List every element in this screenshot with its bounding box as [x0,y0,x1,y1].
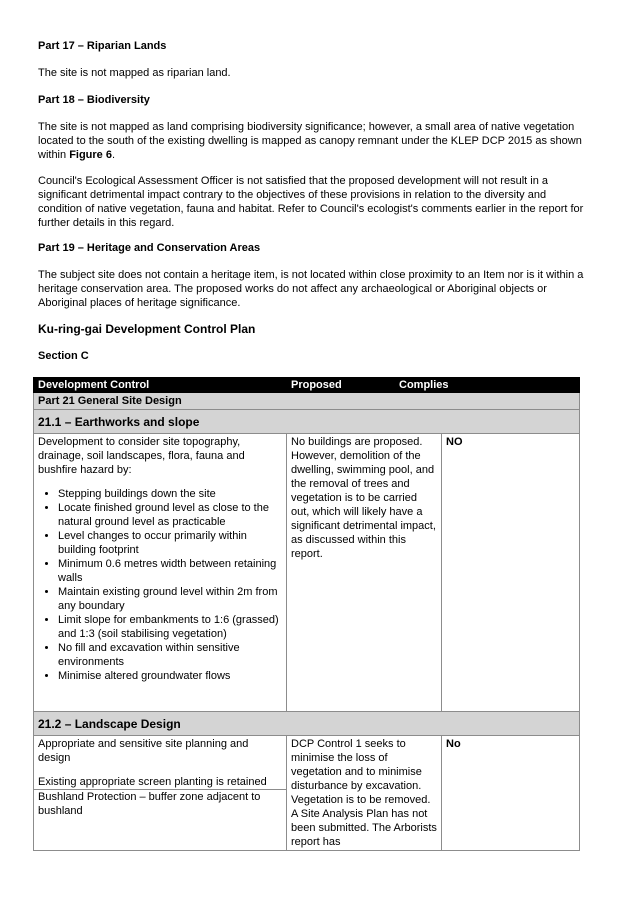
complies-cell-21-1: NO [442,434,580,712]
part18-paragraph-1 [38,120,590,162]
section-row-21-1 [34,410,580,434]
control-text-1: Appropriate and sensitive site planning and design [38,738,249,764]
list-item: • Limit slope for embankments to 1:6 (grassed) and 1:3 (soil stabilising vegetation) [58,613,282,641]
control-cell-21-1 [34,434,287,712]
proposed-cell-21-2: DCP Control 1 seeks to minimise the loss of vegetation and to minimise disturbance by excavation. Vegetation is to be removed. A Site Analysis Plan has not been submitted. The Arborists report has [287,736,442,851]
table-header-row [34,378,580,393]
part17-heading: Part 17 – Riparian Lands [38,40,167,52]
part19-heading: Part 19 – Heritage and Conservation Areas [38,242,261,254]
part-row [34,393,580,410]
control-text-2: Existing appropriate screen planting is retained [38,776,267,788]
section-row-21-2 [34,712,580,736]
section-21-1-title: 21.1 – Earthworks and slope [34,410,580,434]
part21-label: Part 21 General Site Design [34,393,580,410]
list-item: • Maintain existing ground level within 2m from any boundary [58,585,282,613]
part18-paragraph-2: Council's Ecological Assessment Officer is not satisfied that the proposed development will not result in a significant detrimental impact contrary to the objectives of these provisions in relation to the diversity and condition of native vegetation, fauna and habitat. Refer to Council's ecologist's comments earlier in the report for further details in this regard. [38,175,584,229]
dcp-heading: Ku-ring-gai Development Control Plan [38,322,256,336]
section-21-2-title: 21.2 – Landscape Design [34,712,580,736]
part18-heading: Part 18 – Biodiversity [38,94,150,106]
header-complies: Complies [395,378,580,393]
list-item: • Minimise altered groundwater flows [58,669,282,683]
compliance-table [33,377,580,851]
part18-p1-end: . [111,149,116,161]
control-intro: Development to consider site topography, drainage, soil landscapes, flora, fauna and bushfire hazard by: [38,436,245,476]
proposed-cell-21-1: No buildings are proposed. However, demolition of the dwelling, swimming pool, and the removal of trees and vegetation is to be carried out, which will likely have a significant detrimental impact, as discussed within this report. [287,434,442,712]
list-item: • No fill and excavation within sensitive environments [58,641,282,669]
table-row [34,736,580,851]
list-item: • Locate finished ground level as close to the natural ground level as practicable [58,501,282,529]
part18-p1-text: The site is not mapped as land comprising biodiversity significance; however, a small area of native vegetation located to the south of the existing dwelling is mapped as canopy remnant under the KLEP DCP 2015 as shown within [38,121,582,161]
control-cell-21-2 [34,736,287,851]
control-text-3: Bushland Protection – buffer zone adjacent to bushland [34,789,286,818]
section-heading: Section C [38,350,89,362]
table-row [34,434,580,712]
header-proposed: Proposed [287,378,395,393]
header-development-control: Development Control [34,378,287,393]
part19-text: The subject site does not contain a heritage item, is not located within close proximity to an Item nor is it within a heritage conservation area. The proposed works do not affect any archaeological or Aboriginal objects or Aboriginal places of heritage significance. [38,269,584,309]
list-item: • Minimum 0.6 metres width between retaining walls [58,557,282,585]
list-item: • Level changes to occur primarily within building footprint [58,529,282,557]
part17-text: The site is not mapped as riparian land. [38,67,231,79]
figure-6-ref: Figure 6 [69,149,112,161]
list-item: • Stepping buildings down the site [58,487,282,501]
complies-cell-21-2: No [442,736,580,851]
control-bullet-list [38,487,282,683]
